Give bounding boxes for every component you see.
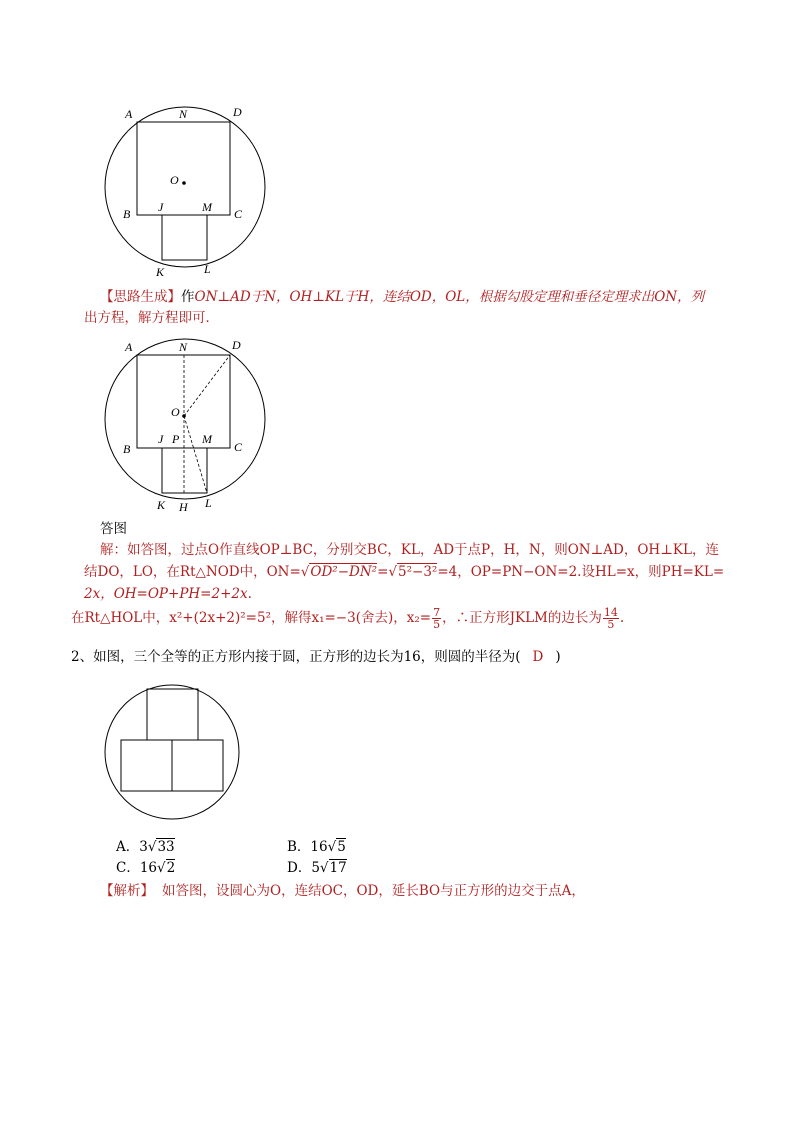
hint-line-2-text: 出方程，解方程即可．: [84, 310, 219, 326]
figure-3: [100, 678, 250, 828]
q2-stem-text: 2、如图，三个全等的正方形内接于圆，正方形的边长为16，则圆的半径为(: [71, 649, 521, 665]
hint-line-1: [100, 288, 704, 306]
label-B: B: [123, 207, 131, 221]
q2-answer: D: [532, 649, 544, 665]
center-dot-1: [182, 181, 186, 185]
solution-line-2: 结DO，LO，在Rt△NOD中，ON=√OD²−DN²=√5²−3²=4，OP=PN−ON=2.设HL=x，则PH=KL=: [84, 564, 725, 580]
label-M: M: [202, 200, 212, 214]
option-C-coef: 16: [139, 860, 158, 876]
large-square-2: [137, 355, 230, 448]
dashed-OD: [184, 355, 230, 416]
analysis-text: 如答图，设圆心为O，连结OC，OD，延长BO与正方形的边交于点A，: [162, 883, 585, 899]
label2-P: P: [172, 432, 180, 446]
solution-line-3: 2x，OH=OP+PH=2+2x.: [84, 586, 252, 602]
sol2-b: =: [377, 564, 389, 580]
label2-N: N: [179, 340, 188, 354]
label2-J: J: [158, 432, 164, 446]
hint-math: ON⊥AD于N，OH⊥KL于H，连结OD，OL，根据勾股定理和垂径定理求出ON，列: [194, 289, 705, 305]
small-square-1: [162, 215, 207, 260]
question-2-stem: [71, 648, 561, 666]
sol4-a: 在Rt△HOL中，x²+(2x+2)²=5²，解得x₁=−3(舍去)，x₂=: [71, 610, 432, 626]
bottom-left-square: [121, 740, 172, 791]
frac2-den: 5: [607, 618, 615, 631]
solution-line-1: 解：如答图，过点O作直线OP⊥BC，分别交BC，KL，AD于点P，H，N，则ON⊥AD，OH⊥KL，连: [100, 542, 719, 558]
frac-14-5: [603, 607, 619, 630]
sol2-c: =4，OP=PN−ON=2.设HL=x，则PH=KL=: [437, 564, 725, 580]
label2-H: H: [179, 500, 188, 514]
sol4-b: ，∴正方形JKLM的边长为: [442, 610, 602, 626]
option-D-rad: 17: [329, 860, 347, 876]
figure-2: [100, 333, 270, 523]
q2-close: ): [555, 649, 561, 665]
hint-pre: 作: [181, 289, 195, 305]
option-A-rad: 33: [157, 839, 175, 855]
label-D: D: [233, 105, 242, 119]
frac2-num: 14: [603, 606, 618, 619]
label2-D: D: [232, 338, 241, 352]
analysis-line: [100, 882, 585, 900]
circle-2: [105, 339, 265, 499]
large-square-1: [137, 122, 230, 215]
option-B-label: B．: [287, 839, 311, 855]
sol2-sqrt2: 5²−3²: [398, 564, 438, 580]
option-C-rad: 2: [166, 860, 176, 876]
frac1-num: 7: [433, 606, 441, 619]
option-A[interactable]: A．3√33: [116, 839, 175, 855]
label2-L: L: [205, 496, 212, 510]
bottom-right-square: [172, 740, 223, 791]
option-A-label: A．: [116, 839, 140, 855]
center-dot-2: [182, 414, 186, 418]
label-N: N: [179, 107, 188, 121]
option-D-label: D．: [287, 860, 312, 876]
label-K: K: [156, 265, 165, 279]
label2-A: A: [125, 340, 133, 354]
option-C-label: C．: [116, 860, 140, 876]
label2-C: C: [234, 440, 243, 454]
sol4-c: .: [619, 610, 625, 626]
frac1-den: 5: [433, 618, 441, 631]
hint-line-2: [84, 309, 219, 327]
label2-K: K: [157, 498, 166, 512]
option-A-coef: 3: [139, 839, 148, 855]
top-square: [147, 689, 198, 740]
figure-2-caption: 答图: [100, 521, 127, 537]
label-C: C: [234, 207, 243, 221]
label2-O: O: [171, 405, 180, 419]
solution-line-4: [71, 607, 624, 630]
option-D[interactable]: D．5√17: [287, 860, 347, 876]
sol2-sqrt1: OD²−DN²: [310, 564, 378, 580]
label-O: O: [170, 173, 179, 187]
option-B[interactable]: B．16√5: [287, 839, 346, 855]
option-D-coef: 5: [311, 860, 320, 876]
circle-1: [105, 107, 265, 267]
frac-7-5: [432, 607, 441, 630]
hint-tag: 【思路生成】: [100, 289, 181, 305]
dashed-OL: [184, 416, 207, 493]
label-J: J: [158, 200, 164, 214]
sol2-a: 结DO，LO，在Rt△NOD中，ON=: [84, 564, 301, 580]
label-A: A: [125, 107, 133, 121]
option-B-coef: 16: [310, 839, 328, 855]
label2-B: B: [123, 442, 131, 456]
label-L: L: [204, 262, 211, 276]
analysis-tag: 【解析】: [100, 883, 154, 899]
label2-M: M: [202, 432, 212, 446]
option-B-rad: 5: [337, 839, 346, 855]
option-C[interactable]: C．16√2: [116, 860, 176, 876]
figure-1: [100, 100, 270, 285]
